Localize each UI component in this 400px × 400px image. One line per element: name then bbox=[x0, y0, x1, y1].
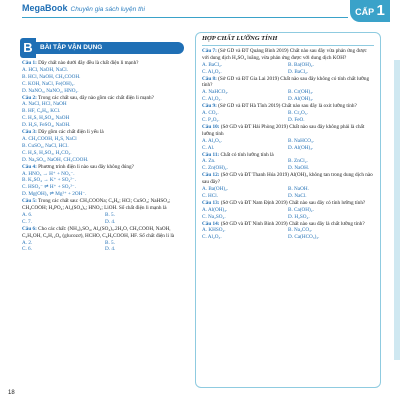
question-label: Câu 6: bbox=[22, 225, 37, 232]
question-text: Dãy gồm các chất điện li yếu là bbox=[38, 129, 104, 136]
question-text: (Sở GD và ĐT Ninh Bình 2019) Chất nào sau đây là chất lưỡng tính? bbox=[220, 220, 365, 227]
question-text: Trong các chất sau: CH₃COONa; C₆H₆; HCl; CuSO₄; NaHSO₄; CH₃COOH; H₃PO₄; Al₂(SO₄)₃; HNO₂; LiOH. Số chất điện li mạnh là bbox=[22, 198, 171, 212]
answer-option: A. BaCl₂. bbox=[202, 61, 223, 68]
brand-logo bbox=[22, 3, 145, 13]
answer-option: D. NaOH. bbox=[288, 165, 310, 172]
option-row bbox=[202, 207, 374, 214]
option-row bbox=[202, 193, 374, 200]
section-heading bbox=[20, 38, 188, 58]
answer-option: D. Na₂SO₃, NaOH, CH₃COOH. bbox=[22, 156, 89, 163]
answer-option: B. HCl, NaOH, CH₃COOH. bbox=[22, 73, 81, 80]
answer-option: A. HNO₃ → H⁺ + NO₃⁻. bbox=[22, 170, 75, 177]
answer-option: A. NaHCO₃. bbox=[202, 89, 229, 96]
question-text: Phương trình điện li nào sau đây không đúng? bbox=[38, 163, 134, 170]
option-row bbox=[202, 145, 374, 152]
answer-option: D. Al(OH)₃. bbox=[288, 144, 314, 151]
answer-option: C. Al₂O₃. bbox=[202, 234, 222, 241]
question-stem bbox=[202, 76, 374, 90]
level-tab-number: 1 bbox=[376, 2, 385, 19]
answer-option: C. 6. bbox=[22, 246, 32, 253]
answer-option: A. HCl, NaOH, NaCl. bbox=[22, 66, 68, 73]
right-column bbox=[195, 32, 381, 388]
question-text: Cho các chất: (NH₄)₂SO₄, Al₂(SO₄)₃.2H₂O, CH₃COOH, NaOH, C₂H₅OH, C₆H₁₂O₆ (glucozơ), HCHO, C₆H₅COOH, HF. Số chất điện li là bbox=[22, 225, 175, 239]
question-item bbox=[202, 152, 374, 173]
answer-option: D. Al(OH)₃. bbox=[288, 96, 314, 103]
answer-option: C. Al. bbox=[202, 144, 215, 151]
answer-option: A. Ba(OH)₂. bbox=[202, 186, 229, 193]
question-label: Câu 3: bbox=[22, 129, 37, 136]
question-item bbox=[22, 198, 188, 226]
answer-option: B. K₂SO₄ → K⁺ + SO₄²⁻. bbox=[22, 177, 76, 184]
question-stem bbox=[202, 200, 374, 207]
question-label: Câu 5: bbox=[22, 198, 37, 205]
answer-option: B. Cr(OH)₃. bbox=[288, 89, 314, 96]
answer-option: B. ZnCl₂. bbox=[288, 158, 308, 165]
question-stem bbox=[22, 198, 188, 212]
question-item bbox=[22, 164, 188, 199]
answer-option: C. H₂S, H₂SO₄, NaOH bbox=[22, 115, 70, 122]
question-stem bbox=[202, 124, 374, 138]
answer-option: D. H₂SO₄. bbox=[288, 213, 310, 220]
answer-option: C. 7. bbox=[22, 218, 32, 225]
answer-option: C. Na₂SO₄. bbox=[202, 213, 226, 220]
logo-text: MegaBook bbox=[22, 3, 68, 13]
answer-option: B. Cr₂O₃. bbox=[288, 110, 308, 117]
question-item bbox=[202, 103, 374, 124]
header-rule bbox=[22, 17, 348, 18]
answer-option: B. NaOH. bbox=[288, 186, 309, 193]
question-item bbox=[202, 172, 374, 200]
question-item bbox=[202, 76, 374, 104]
left-column bbox=[22, 60, 188, 253]
question-stem bbox=[202, 152, 374, 159]
answer-option: C. HCl. bbox=[202, 192, 218, 199]
question-item bbox=[22, 60, 188, 95]
answer-option: D. NaNO₃, NaNO₂, HNO₂. bbox=[22, 87, 79, 94]
question-stem bbox=[22, 164, 188, 171]
answer-option: B. NaHCO₃. bbox=[288, 137, 315, 144]
answer-option: A. KHSO₄. bbox=[202, 227, 226, 234]
question-stem bbox=[202, 221, 374, 228]
question-label: Câu 4: bbox=[22, 163, 37, 170]
answer-option: A. CH₃COOH, H₂S, NaCl bbox=[22, 135, 77, 142]
option-row bbox=[202, 138, 374, 145]
page-header bbox=[0, 0, 400, 22]
question-text: Chất có tính lưỡng tính là bbox=[220, 151, 274, 158]
question-stem bbox=[22, 226, 188, 240]
question-item bbox=[22, 226, 188, 254]
option-row bbox=[202, 234, 374, 241]
answer-option: D. H₂S, FeSO₄, NaOH. bbox=[22, 122, 71, 129]
answer-option: C. P₂O₅. bbox=[202, 116, 220, 123]
question-stem bbox=[202, 172, 374, 186]
answer-option: D. FeO. bbox=[288, 116, 305, 123]
question-label: Câu 11: bbox=[202, 151, 220, 158]
answer-option: C. Al₂O₃. bbox=[202, 68, 222, 75]
question-stem bbox=[22, 129, 188, 136]
level-tab-prefix: CẤP bbox=[355, 7, 374, 17]
question-text: (Sở GD và ĐT Hà Tĩnh 2019) Chất nào sau đây là oxit lưỡng tính? bbox=[218, 103, 357, 110]
question-item bbox=[202, 124, 374, 152]
slogan: Chuyên gia sách luyện thi bbox=[70, 6, 145, 13]
question-item bbox=[202, 48, 374, 76]
question-text: (Sở GD và ĐT Quảng Bình 2019) Chất nào sau đây vừa phản ứng được với dung dịch H₂SO₄ loãng, vừa phản ứng được với dung dịch KOH? bbox=[202, 47, 367, 61]
answer-option: D. Mg(OH)₂ ⇌ Mg²⁺ + 2OH⁻. bbox=[22, 191, 87, 198]
question-text: (Sở GD và ĐT Nam Định 2019) Chất nào sau đây có tính lưỡng tính? bbox=[220, 199, 366, 206]
section-title: BÀI TẬP VẬN DỤNG bbox=[34, 42, 184, 54]
option-row bbox=[202, 69, 374, 76]
side-decoration bbox=[394, 60, 400, 360]
answer-option: D. Ca(HCO₃)₂. bbox=[288, 234, 320, 241]
answer-option: B. 5. bbox=[105, 239, 115, 246]
option-row bbox=[22, 246, 188, 253]
question-text: Dãy chất nào dưới đây đều là chất điện li mạnh? bbox=[38, 60, 139, 66]
question-label: Câu 14: bbox=[202, 220, 220, 227]
answer-option: B. HF, C₆H₆, KCl. bbox=[22, 108, 61, 115]
question-item bbox=[22, 95, 188, 130]
question-stem bbox=[202, 103, 374, 110]
question-label: Câu 2: bbox=[22, 94, 37, 101]
question-stem bbox=[202, 48, 374, 62]
answer-option: D. 4. bbox=[105, 218, 116, 225]
answer-option: A. Al₂O₃. bbox=[202, 137, 222, 144]
option-row bbox=[22, 212, 188, 219]
answer-option: A. 6. bbox=[22, 211, 33, 218]
question-item bbox=[202, 221, 374, 242]
question-text: (Sở GD và ĐT Thanh Hóa 2019) Al(OH)₃ không tan trong dung dịch nào sau đây? bbox=[202, 172, 373, 186]
level-tab bbox=[350, 0, 390, 22]
option-row bbox=[22, 219, 188, 226]
right-column-title: HỢP CHẤT LƯỠNG TÍNH bbox=[202, 36, 374, 46]
answer-option: A. Zn. bbox=[202, 158, 216, 165]
answer-option: C. Al₂O₃. bbox=[202, 96, 222, 103]
answer-option: B. Ba(OH)₂. bbox=[288, 61, 314, 68]
right-column-questions bbox=[202, 48, 374, 241]
option-row bbox=[202, 62, 374, 69]
page-number: 18 bbox=[8, 390, 15, 396]
answer-option: D. NaCl. bbox=[288, 192, 307, 199]
answer-option: B. CuSO₄, NaCl, HCl. bbox=[22, 142, 69, 149]
question-label: Câu 9: bbox=[202, 103, 217, 110]
option-row bbox=[202, 117, 374, 124]
question-text: (Sở GD và ĐT Hải Phòng 2019) Chất nào sau đây không phải là chất lưỡng tính bbox=[202, 123, 365, 137]
answer-option: B. Na₂CO₃. bbox=[288, 227, 313, 234]
option-row bbox=[22, 240, 188, 247]
answer-option: A. NaCl, HCl, NaOH bbox=[22, 101, 67, 108]
answer-option: A. Al(OH)₃. bbox=[202, 206, 228, 213]
question-item bbox=[202, 200, 374, 221]
question-text: (Sở GD và ĐT Gia Lai 2019) Chất nào sau đây không có tính chất lưỡng tính? bbox=[202, 75, 370, 89]
question-label: Câu 12: bbox=[202, 172, 220, 179]
option-row bbox=[202, 186, 374, 193]
option-row bbox=[202, 214, 374, 221]
answer-option: D. 4. bbox=[105, 246, 116, 253]
answer-option: B. 5. bbox=[105, 211, 115, 218]
question-stem bbox=[22, 95, 188, 102]
question-stem bbox=[22, 60, 188, 67]
answer-option: B. Ca(OH)₂. bbox=[288, 206, 314, 213]
answer-option: C. Zn(OH)₂. bbox=[202, 165, 228, 172]
question-label: Câu 13: bbox=[202, 199, 220, 206]
question-item bbox=[22, 129, 188, 164]
answer-option: A. CO₂. bbox=[202, 110, 219, 117]
section-letter-icon: B bbox=[20, 38, 36, 58]
question-label: Câu 10: bbox=[202, 123, 220, 130]
answer-option: C. H₂S, H₂SO₃, H₂CO₃. bbox=[22, 149, 72, 156]
question-label: Câu 8: bbox=[202, 75, 217, 82]
answer-option: C. KOH, NaCl, Fe(OH)₂. bbox=[22, 80, 75, 87]
option-row bbox=[202, 110, 374, 117]
answer-option: D. BaCl₂. bbox=[288, 68, 309, 75]
question-text: Trong các chất sau, dãy nào gồm các chất điện li mạnh? bbox=[38, 94, 154, 101]
answer-option: C. HSO₃⁻ ⇌ H⁺ + SO₃²⁻. bbox=[22, 184, 76, 191]
answer-option: A. 2. bbox=[22, 239, 33, 246]
question-label: Câu 7: bbox=[202, 47, 217, 54]
question-label: Câu 1: bbox=[22, 60, 37, 66]
